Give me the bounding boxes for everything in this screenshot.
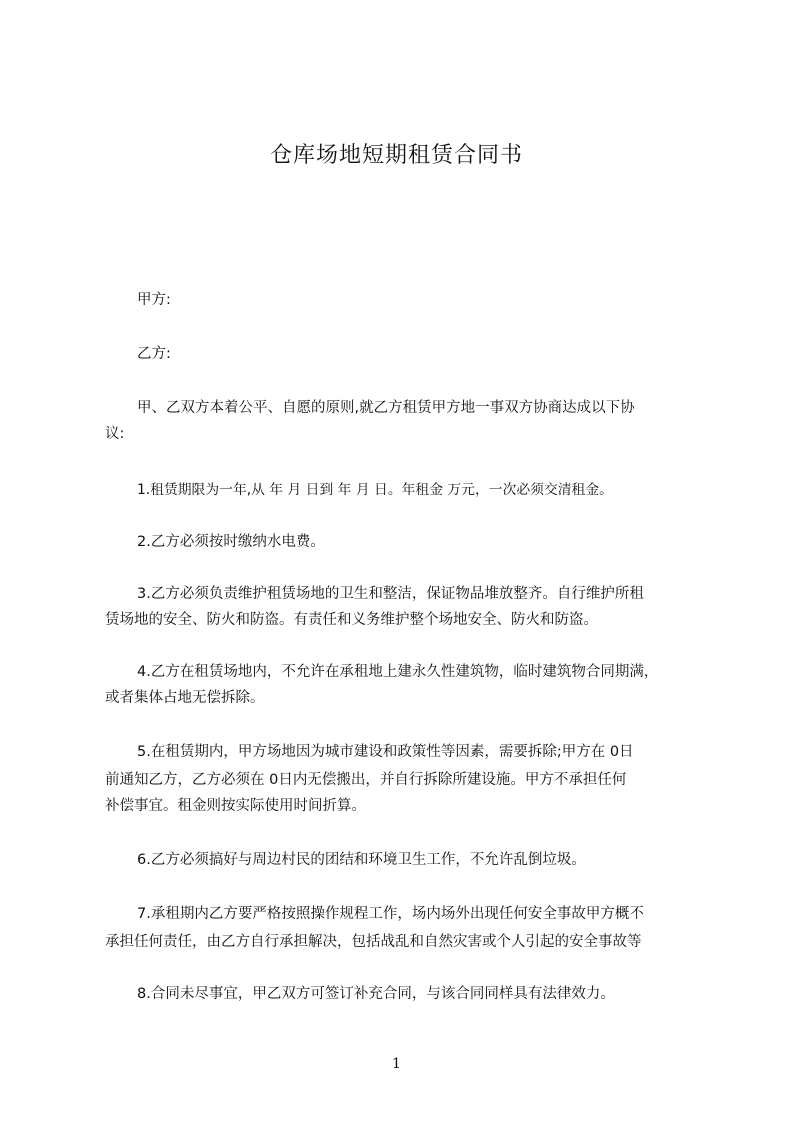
clause-5-line: 前通知乙方，乙方必须在 0日内无偿搬出，并自行拆除所建设施。甲方不承担任何: [105, 772, 627, 788]
document-title: 仓库场地短期租赁合同书: [269, 143, 523, 168]
clause-3-line: 3.乙方必须负责维护租赁场地的卫生和整洁，保证物品堆放整齐。自行维护所租: [137, 586, 644, 602]
clause-2: 2.乙方必须按时缴纳水电费。: [137, 534, 325, 550]
party-a-label: 甲方:: [137, 292, 171, 308]
clause-5-line: 补偿事宜。租金则按实际使用时间折算。: [105, 798, 366, 814]
intro-paragraph-line: 甲、乙双方本着公平、自愿的原则,就乙方租赁甲方地一事双方协商达成以下协: [137, 400, 635, 416]
clause-6: 6.乙方必须搞好与周边村民的团结和环境卫生工作，不允许乱倒垃圾。: [137, 852, 586, 868]
clause-7-line: 承担任何责任，由乙方自行承担解决，包括战乱和自然灾害或个人引起的安全事故等: [105, 934, 642, 950]
clause-7-line: 7.承租期内乙方要严格按照操作规程工作，场内场外出现任何安全事故甲方概不: [137, 906, 644, 922]
clause-4-line: 或者集体占地无偿拆除。: [105, 690, 265, 706]
clause-3-line: 赁场地的安全、防火和防盗。有责任和义务维护整个场地安全、防火和防盗。: [105, 612, 598, 628]
clause-1: 1.租赁期限为一年,从 年 月 日到 年 月 日。年租金 万元，一次必须交清租金。: [137, 482, 613, 498]
page-number: 1: [392, 1056, 401, 1072]
clause-8: 8.合同未尽事宜，甲乙双方可签订补充合同，与该合同同样具有法律效力。: [137, 986, 615, 1002]
intro-paragraph-line: 议:: [105, 426, 125, 442]
clause-4-line: 4.乙方在租赁场地内，不允许在承租地上建永久性建筑物，临时建筑物合同期满，: [137, 664, 659, 680]
party-b-label: 乙方:: [137, 346, 171, 362]
clause-5-line: 5.在租赁期内，甲方场地因为城市建设和政策性等因素，需要拆除;甲方在 0日: [137, 744, 634, 760]
